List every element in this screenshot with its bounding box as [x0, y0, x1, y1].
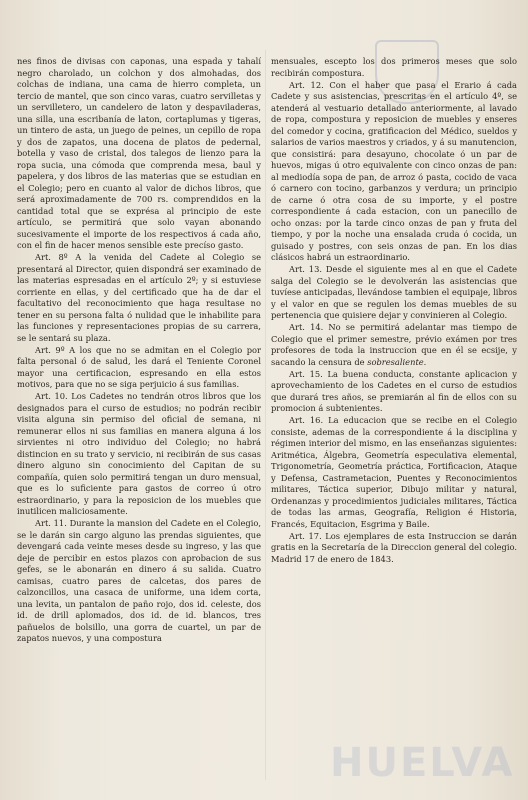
article-14	[271, 322, 517, 368]
article-12	[271, 80, 517, 264]
article-8-text: A la venida del Cadete al Colegio se presentará al Director, quien dispondrá ser examinado de las materias espresadas en el artículo 2º; y si estuviese corriente en ellas, y del certificado que ha de dar el facultativo del reconocimiento que haga resultase no tener en su persona falta ó nulidad que le inhabilite para las funciones y representaciones propias de su carrera, se le sentará su plaza.	[17, 252, 261, 343]
article-12-text: Con el haber que pasa el Erario á cada Cadete y sus asistencias, prescritas en el artículo 4º, se atenderá al vestuario detallado anteriormente, al lavado de ropa, compostura y reposicion de muebles y enseres del comedor y cocina, gratificacion del Médico, sueldos y salarios de varios maestros y criados, y á su manutencion, que consistirá: para desayuno, chocolate ó un par de huevos, migas ú otro equivalente con cinco onzas de pan: al mediodía sopa de pan, de arroz ó pasta, cocido de vaca ó carnero con tocino, garbanzos y verdura; un principio de carne ó otra cosa de su importe, y el postre correspondiente á cada estacion, con un panecillo de ocho onzas: por la tarde cinco onzas de pan y fruta del tiempo, y por la noche una ensalada cruda ó cocida, un guisado y postres, con seis onzas de pan. En los dias clásicos habrá un estraordinario.	[271, 79, 517, 262]
article-10-number: Art. 10.	[35, 391, 68, 401]
article-9-text: A los que no se admitan en el Colegio por falta personal ó de salud, les dará el Teniente Coronel mayor una certificacion, espresando en ella estos motivos, para que no se siga perjuicio á sus familias.	[17, 344, 262, 389]
article-14-text: No se permitirá adelantar mas tiempo de Colegio que el primer semestre, prévio exámen por tres profesores de toda la instruccion que en él se ecsije, y sacando la censura de	[271, 322, 517, 367]
article-17	[271, 531, 517, 566]
article-9	[17, 345, 261, 391]
right-column	[271, 56, 517, 565]
article-11-text: Durante la mansion del Cadete en el Colegio, se le darán sin cargo alguno las prendas siguientes, que devengará cada veinte meses desde su ingreso, y las que deje de percibir en estos plazos con aprobacion de sus gefes, se le abonarán en dinero á su salida. Cuatro camisas, cuatro pares de calcetas, dos pares de calzoncillos, una casaca de uniforme, una idem corta, una levita, un pantalon de paño rojo, dos id. celeste, dos id. de drill aplomados, dos id. de id. blancos, tres pañuelos de bolsillo, una gorra de cuartel, un par de zapatos nuevos, y una compostura	[17, 518, 262, 643]
article-11-number: Art. 11.	[35, 518, 67, 528]
article-13	[271, 264, 517, 322]
article-7-continuation: nes finos de divisas con caponas, una espada y tahalí negro charolado, un colchon y dos almohadas, dos colchas de indiana, una cama de hierro completa, un tercio de mantel, que son cinco varas, cuatro servilletas y un servilletero, un candelero de laton y despaviladeras, una silla, una escribanía de laton, cortaplumas y tigeras, un tintero de asta, un juego de peines, un cepillo de ropa y dos de zapatos, una docena de platos de pedernal, botella y vaso de cristal, dos talegos de lienzo para la ropa sucia, una cómoda que comprenda mesa, baul y papelera, y dos libros de las materias que se estudian en el Colegio; pero en cuanto al valor de dichos libros, que será aproximadamente de 700 rs. comprendidos en la cantidad total que se exprésa al principio de este artículo, se permitirá que solo vayan abonando sucesivamente el importe de los respectivos á cada año, con el fin de hacer menos sensible este precíso gasto.	[17, 56, 261, 250]
article-16	[271, 415, 517, 530]
article-17-number: Art. 17.	[289, 530, 322, 541]
watermark-text: HUELVA	[330, 740, 515, 786]
article-10-text: Los Cadetes no tendrán otros libros que los designados para el curso de estudios; no podrán recibir visita alguna sin permiso del oficial de semana, ni remunerar ellos ni sus familias en manera alguna á los sirvientes ni otro individuo del Colegio; no habrá distincion en su trato y servicio, ni recibirán de sus casas dinero alguno sin conocimiento del Capitan de su compañía, quien solo permitirá tengan un duro mensual, que es lo suficiente para gastos de correo ú otro estraordinario, y para la reposicion de los muebles que inutilicen maliciosamente.	[17, 391, 262, 516]
article-13-number: Art. 13.	[289, 264, 323, 274]
article-13-text: Desde el siguiente mes al en que el Cadete salga del Colegio se le devolverán las asistencias que tuvíese anticipadas, llevándose tambien el equipaje, libros y el valor en que se regulen los demas muebles de su pertenencia que quisiere dejar y convinieren al Colegio.	[271, 264, 518, 320]
column-divider	[265, 50, 266, 780]
article-12-number: Art. 12.	[289, 79, 324, 90]
article-14-number: Art. 14.	[289, 322, 324, 332]
article-15	[271, 369, 517, 415]
article-11-continuation: mensuales, escepto los dos primeros meses que solo recibirán compostura.	[271, 56, 517, 78]
article-16-text: La educacion que se recibe en el Colegio consiste, ademas de la correspondiente á la disciplina y régimen interior del mismo, en las enseñanzas siguientes: Aritmética, Álgebra, Geometría especulativa elemental, Trigonometría, Geometría práctica, Fortificacion, Ataque y Defensa, Castrametacion, Puentes y Reconocimientos militares, Táctica superior, Dibujo militar y natural, Ordenanzas y procedimientos judiciales militares, Táctica de todas las armas, Geografía, Religion é Historia, Francés, Equitacion, Esgrima y Baile.	[271, 415, 518, 529]
article-17-text: Los ejemplares de esta Instruccion se darán gratis en la Secretaría de la Direccion general del colegio. Madrid 17 de enero de 1843.	[271, 530, 517, 564]
article-10	[17, 391, 261, 518]
article-11	[17, 518, 261, 645]
article-15-number: Art. 15.	[289, 368, 323, 379]
article-8	[17, 252, 261, 344]
left-column	[17, 56, 261, 645]
article-15-text: La buena conducta, constante aplicacion y aprovechamiento de los Cadetes en el curso de estudios que durará tres años, se premiarán al fin de ellos con su promocion á subtenientes.	[271, 368, 517, 413]
article-14-emphasis: sobresaliente.	[367, 356, 427, 367]
article-16-number: Art. 16.	[289, 415, 324, 425]
article-8-number: Art. 8º	[35, 252, 68, 262]
article-9-number: Art. 9º	[35, 344, 65, 355]
